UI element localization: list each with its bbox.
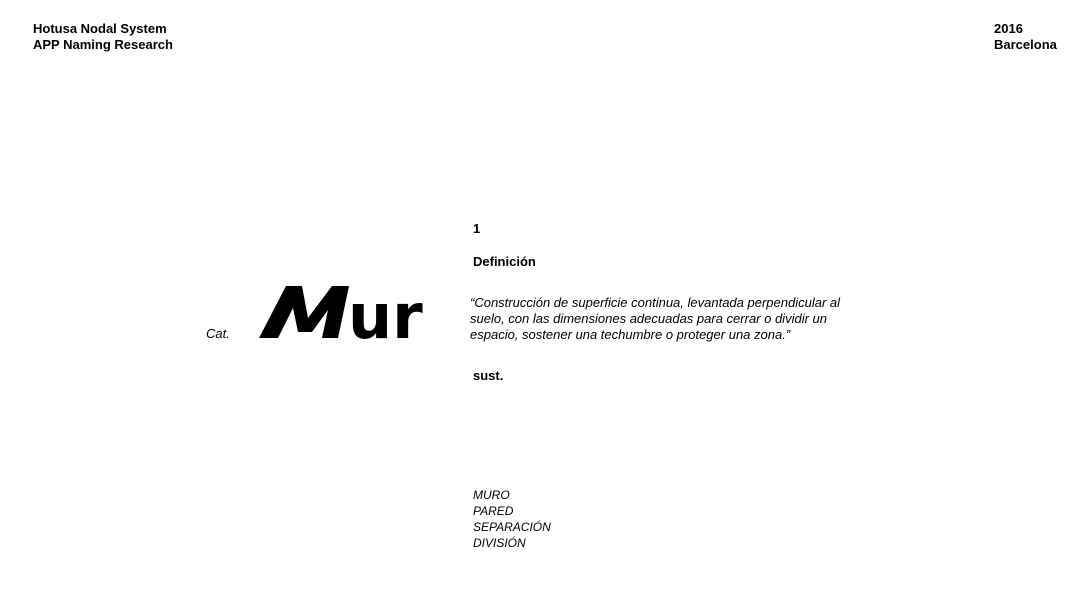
definition-line: suelo, con las dimensiones adecuadas para cerrar o dividir un bbox=[470, 311, 827, 326]
header-project-info bbox=[33, 21, 173, 53]
project-year: 2016 bbox=[994, 21, 1023, 36]
section-title-definicion: Definición bbox=[473, 254, 536, 269]
wordmark-m-shape bbox=[259, 286, 349, 338]
category-label: Cat. bbox=[206, 326, 230, 341]
project-title: Hotusa Nodal System bbox=[33, 21, 167, 36]
synonym-list bbox=[473, 487, 551, 551]
part-of-speech: sust. bbox=[473, 368, 504, 383]
wordmark-ur-text: ur bbox=[348, 282, 423, 342]
entry-number: 1 bbox=[473, 221, 481, 236]
word-mur-wordmark bbox=[256, 282, 426, 342]
synonym-item: PARED bbox=[473, 504, 514, 518]
project-subtitle: APP Naming Research bbox=[33, 37, 173, 52]
synonym-item: SEPARACIÓN bbox=[473, 520, 551, 534]
synonym-item: DIVISIÓN bbox=[473, 536, 526, 550]
definition-line: espacio, sostener una techumbre o proteger una zona.” bbox=[470, 327, 791, 342]
definition-line: “Construcción de superficie continua, levantada perpendicular al bbox=[470, 295, 840, 310]
synonym-item: MURO bbox=[473, 488, 510, 502]
definition-text bbox=[470, 295, 890, 343]
project-city: Barcelona bbox=[994, 37, 1057, 52]
header-meta-info bbox=[994, 21, 1057, 53]
